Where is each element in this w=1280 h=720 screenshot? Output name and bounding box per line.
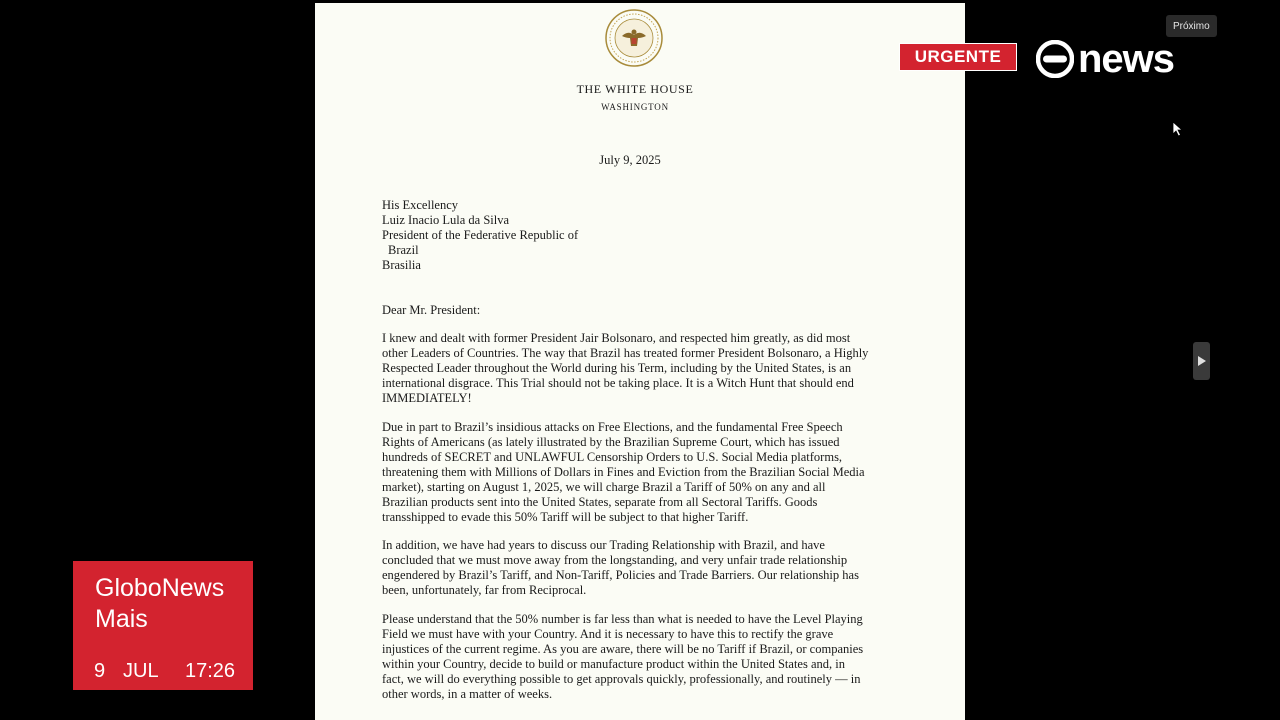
play-triangle-icon (1198, 356, 1206, 366)
urgent-badge: URGENTE (899, 43, 1017, 71)
paragraph-line: Rights of Americans (as lately illustrated by the Brazilian Supreme Court, which has issued (382, 435, 840, 449)
address-line: His Excellency (382, 198, 459, 212)
paragraph-line: fact, we will do everything possible to get approvals quickly, professionally, and routinely — in (382, 672, 861, 686)
letterhead-city: WASHINGTON (601, 102, 669, 112)
address-line: Brazil (388, 243, 419, 257)
letter-document (315, 3, 965, 720)
paragraph (382, 331, 902, 406)
paragraph-line: within your Country, decide to build or manufacture product within the United States and, in (382, 657, 845, 671)
paragraph-line: market), starting on August 1, 2025, we will charge Brazil a Tariff of 50% on any and all (382, 480, 826, 494)
paragraph-line: Field we must have with your Country. And it is necessary to have this to rectify the grave (382, 627, 834, 641)
paragraph-line: I knew and dealt with former President Jair Bolsonaro, and respected him greatly, as did most (382, 331, 851, 345)
paragraph (382, 420, 902, 525)
side-next-button[interactable] (1193, 342, 1210, 380)
next-tooltip: Próximo (1166, 15, 1217, 37)
salutation: Dear Mr. President: (382, 303, 481, 317)
paragraph (382, 538, 902, 598)
paragraph-line: Brazilian products sent into the United States, separate from all Sectoral Tariffs. Goods (382, 495, 818, 509)
paragraph-line: hundreds of SECRET and UNLAWFUL Censorship Orders to U.S. Social Media platforms, (382, 450, 843, 464)
letterhead-title: THE WHITE HOUSE (576, 82, 694, 96)
paragraph-line: concluded that we must move away from the longstanding, and very unfair trade relationship (382, 553, 848, 567)
paragraph-line: transshipped to evade this 50% Tariff will be subject to that higher Tariff. (382, 510, 749, 524)
paragraph-line: engendered by Brazil’s Tariff, and Non-Tariff, Policies and Trade Barriers. Our relationship has (382, 568, 859, 582)
paragraph-line: been, unfortunately, far from Reciprocal. (382, 583, 587, 597)
paragraph-line: Due in part to Brazil’s insidious attacks on Free Elections, and the fundamental Free Speech (382, 420, 843, 434)
paragraph (382, 612, 902, 702)
paragraph-line: In addition, we have had years to discuss our Trading Relationship with Brazil, and have (382, 538, 825, 552)
address-line: Luiz Inacio Lula da Silva (382, 213, 510, 227)
program-month: JUL (123, 660, 159, 682)
paragraph-line: IMMEDIATELY! (382, 391, 472, 405)
letter-date: July 9, 2025 (599, 153, 661, 167)
paragraph-line: other words, in a matter of weeks. (382, 687, 553, 701)
paragraph-line: Please understand that the 50% number is far less than what is needed to have the Level Playing (382, 612, 863, 626)
globo-circle-icon (1036, 40, 1074, 78)
recipient-address (382, 198, 578, 273)
program-day: 9 (94, 660, 106, 682)
address-line: Brasilia (382, 258, 421, 272)
presidential-seal-icon (604, 8, 664, 68)
program-card (73, 561, 253, 690)
paragraph-line: injustices of the current regime. As you are aware, there will be no Tariff if Brazil, or companies (382, 642, 864, 656)
mouse-pointer-icon (1172, 121, 1184, 137)
program-name: GloboNews Mais (95, 574, 225, 633)
paragraph-line: Respected Leader throughout the World during his Term, including by the United States, is an (382, 361, 852, 375)
address-line: President of the Federative Republic of (382, 228, 579, 242)
program-time: 17:26 (185, 660, 236, 682)
paragraph-line: international disgrace. This Trial should not be taking place. It is a Witch Hunt that should end (382, 376, 854, 390)
paragraph-line: threatening them with Millions of Dollars in Fines and Eviction from the Brazilian Social Media (382, 465, 865, 479)
paragraph-line: other Leaders of Countries. The way that Brazil has treated former President Bolsonaro, a Highly (382, 346, 869, 360)
logo-wordmark: news (1078, 37, 1175, 81)
globonews-logo (1036, 38, 1174, 80)
